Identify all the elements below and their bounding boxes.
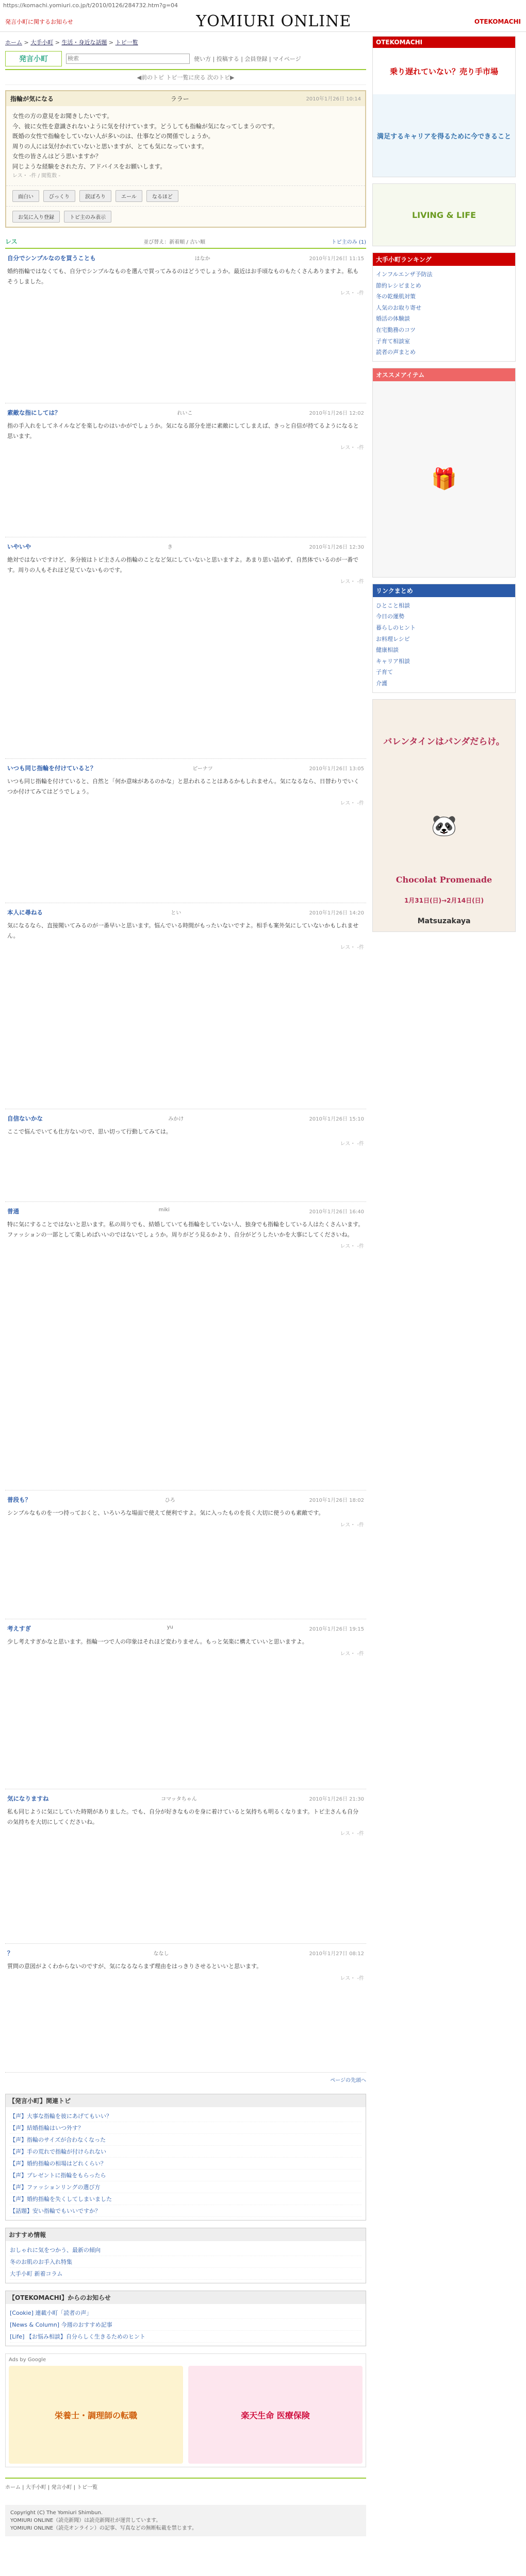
related-item[interactable]: 【声】婚約指輪の相場はどれくらい？	[10, 2158, 361, 2170]
topic-post	[5, 90, 366, 228]
response-title: 素敵な指にしては？	[7, 409, 61, 417]
link-item[interactable]: ひとこと相談	[376, 602, 410, 609]
response-footer: レス・ -件	[340, 1522, 364, 1528]
breadcrumb-item[interactable]: トピ一覧	[115, 39, 138, 46]
response-title: いつも同じ指輪を付けていると？	[7, 765, 96, 772]
response-item	[5, 249, 366, 403]
reaction-buttons	[6, 185, 365, 206]
response-title: 気になりますね	[7, 1795, 49, 1803]
response-author: ピーナツ	[192, 766, 213, 772]
response-item	[5, 1202, 366, 1490]
valentine-date: 1月31日(日)→2月14日(日)	[404, 897, 484, 904]
response-footer: レス・ -件	[340, 1141, 364, 1147]
response-body: 指の手入れをしてネイルなどを楽しむのはいかがでしょうか。気になる部分を逆に素敵にしてしまえば、きっと自信が持てるようになると思います。	[7, 422, 359, 439]
ranking-item[interactable]: 婚活の体験談	[376, 315, 410, 323]
response-body: 特に気にすることではないと思います。私の周りでも、結婚していても指輪をしていない人、独身でも指輪をしている人はたくさんいます。ファッションの一部として楽しめばいいのではないでしょうか。周りがどう見るかより、自分がどうしたいかを大事にしてくださいね。	[7, 1221, 364, 1238]
reaction-button[interactable]: エール	[116, 190, 142, 202]
response-date: 2010年1月26日 11:15	[309, 256, 364, 262]
response-date: 2010年1月26日 15:10	[309, 1116, 364, 1123]
response-date: 2010年1月26日 16:40	[309, 1209, 364, 1215]
response-author: とい	[171, 910, 182, 917]
response-body: 質問の意図がよくわからないのですが、気になるならまず理由をはっきりさせるといいと思います。	[7, 1963, 262, 1970]
otekomachi-ad[interactable]	[372, 36, 516, 177]
nav-links[interactable]: 使い方 | 投稿する | 会員登録 | マイページ	[194, 56, 301, 62]
response-item	[5, 903, 366, 1109]
response-body: 絶対ではないですけど、多分彼はトピ主さんの指輪のことなど気にしていないと思いますよ。あまり思い詰めず、自然体でいるのが一番です。周りの人もそれほど見ていないものです。	[7, 556, 359, 573]
links-box	[372, 584, 516, 693]
topic-actions	[6, 206, 365, 227]
link-item[interactable]: キャリア相談	[376, 657, 410, 665]
ads-label: Ads by Google	[9, 2357, 46, 2363]
footnote: YOMIURI ONLINE（読売オンライン）の記事、写真などの無断転載を禁じます。	[10, 2526, 197, 2532]
recommended-item[interactable]: 冬のお肌のお手入れ特集	[10, 2256, 361, 2268]
response-author: コマッタちゃん	[161, 1797, 197, 1803]
site-header	[0, 11, 526, 32]
osusume-box	[372, 368, 516, 578]
topic-header	[6, 91, 365, 106]
response-footer: レス・ -件	[340, 1831, 364, 1837]
response-footer: レス・ -件	[340, 290, 364, 296]
otekomachi-item[interactable]: [News & Column] 今週のおすすめ記事	[10, 2319, 361, 2331]
links-title: リンクまとめ	[373, 584, 515, 597]
breadcrumb-item[interactable]: 大手小町	[30, 39, 54, 46]
ad-banner[interactable]: 楽天生命 医療保険	[188, 2366, 363, 2464]
recommended-item[interactable]: おしゃれに気をつかう、最新の傾向	[10, 2244, 361, 2256]
response-item	[5, 537, 366, 759]
komachi-nav	[5, 48, 366, 70]
related-item[interactable]: 【声】大事な指輪を彼にあげてもいい？	[10, 2110, 361, 2122]
sidebar	[372, 36, 516, 2536]
topic-paragraph: 既婚の女性で指輪をしていない人が多いのは、仕事などの関係でしょうか。	[12, 132, 214, 140]
osusume-title: オススメアイテム	[373, 368, 515, 381]
reaction-button[interactable]: びっくり	[43, 190, 75, 202]
reaction-button[interactable]: 涙ぽろり	[79, 190, 111, 202]
response-title: ？	[7, 1950, 13, 1957]
responses-label: レス	[5, 238, 18, 246]
response-body: 気になるなら、直接聞いてみるのが一番早いと思います。悩んでいる時間がもったいないですよ。相手も案外気にしていないかもしれません。	[7, 922, 359, 939]
url-bar[interactable]: https://komachi.yomiuri.co.jp/t/2010/0126/284732.htm?g=04	[3, 2, 178, 9]
ranking-item[interactable]: 子育て相談室	[376, 337, 410, 345]
living-banner: LIVING & LIFE	[373, 184, 515, 246]
ranking-box	[372, 252, 516, 362]
matsuzakaya-logo: Matsuzakaya	[417, 917, 471, 925]
valentine-ad[interactable]	[372, 699, 516, 932]
ranking-item[interactable]: 節約レシピまとめ	[376, 282, 421, 289]
response-title: 普段も？	[7, 1496, 31, 1504]
response-footer: レス・ -件	[340, 1975, 364, 1981]
response-item	[5, 1109, 366, 1202]
topic-author[interactable]: ララー	[170, 95, 189, 103]
response-author: れいこ	[177, 411, 193, 417]
site-logo[interactable]: YOMIURI ONLINE	[196, 12, 352, 30]
recommended-item[interactable]: 大手小町 新着コラム	[10, 2268, 361, 2280]
link-item[interactable]: 今日の運勢	[376, 613, 404, 620]
response-title: 自分でシンプルなのを買うことも	[7, 255, 96, 262]
topic-paragraph: 周りの人には気付かれていないと思いますが、とても気になっています。	[12, 142, 208, 150]
response-author: みかけ	[168, 1116, 184, 1123]
response-footer: レス・ -件	[340, 1243, 364, 1249]
owner-only-link[interactable]: トピ主のみ (1)	[331, 240, 366, 246]
topic-paragraph: 同じような経験をされた方、アドバイスをお願いします。	[12, 162, 166, 170]
response-date: 2010年1月26日 12:02	[309, 411, 364, 417]
reaction-button[interactable]: 面白い	[12, 190, 39, 202]
related-item[interactable]: 【声】結婚指輪はいつ外す？	[10, 2122, 361, 2134]
search-input[interactable]	[66, 54, 190, 64]
reaction-button[interactable]: なるほど	[146, 190, 178, 202]
response-body: シンプルなものを一つ持っておくと、いろいろな場面で使えて便利ですよ。気に入ったものを長く大切に使うのも素敵です。	[7, 1510, 324, 1517]
otekomachi-title: 【OTEKOMACHI】からのお知らせ	[6, 2291, 366, 2304]
item-image[interactable]	[373, 381, 515, 577]
link-item[interactable]: 暮らしのヒント	[376, 624, 416, 631]
side-ad-title: OTEKOMACHI	[373, 37, 515, 48]
response-item	[5, 1789, 366, 1944]
response-footer: レス・ -件	[340, 800, 364, 806]
response-author: miki	[158, 1207, 170, 1213]
related-item[interactable]: 【声】婚約指輪を失くしてしまいました	[10, 2193, 361, 2205]
valentine-title: バレンタインはパンダだらけ。	[383, 737, 505, 747]
ranking-item[interactable]: 在宅勤務のコツ	[376, 326, 416, 333]
ranking-item[interactable]: 冬の乾燥肌対策	[376, 293, 416, 300]
response-item	[5, 1490, 366, 1619]
otekomachi-item[interactable]: [Cookie] 連載小町「読者の声」	[10, 2307, 361, 2319]
otekomachi-box	[5, 2291, 366, 2346]
gift-icon: 🎁	[431, 467, 457, 492]
main-column	[5, 36, 366, 2536]
topic-paragraph: 今、彼に女性を意識されないように気を付けています。どうしても指輪が気になってしまうのです。	[12, 122, 278, 130]
response-footer: レス・ -件	[340, 944, 364, 951]
responses-sort[interactable]: 並び替え：新着順 / 古い順	[143, 240, 206, 246]
responses-header	[5, 235, 366, 249]
topic-navigation[interactable]: ◀前のトピ トピ一覧に戻る 次のトピ▶	[5, 70, 366, 85]
related-item[interactable]: 【声】プレゼントに指輪をもらったら	[10, 2170, 361, 2181]
recommended-box	[5, 2228, 366, 2283]
response-author: はなか	[194, 256, 210, 262]
response-title: いやいや	[7, 543, 31, 551]
panda-icon: 🐼	[431, 814, 457, 838]
response-body: いつも同じ指輪を付けていると、自然と「何か意味があるのかな」と思われることはあるかもしれません。気になるなら、日替わりでいくつか付けてみてはどうでしょう。	[7, 778, 359, 795]
link-item[interactable]: 子育て	[376, 669, 393, 676]
response-author: ひろ	[165, 1498, 175, 1504]
response-title: 考えすぎ	[7, 1625, 31, 1633]
response-item	[5, 1619, 366, 1789]
valentine-sub: Chocolat Promenade	[396, 875, 492, 885]
response-item	[5, 759, 366, 903]
ad-banner[interactable]: 栄養士・調理師の転職	[9, 2366, 183, 2464]
footer-block	[5, 2505, 366, 2536]
response-body: 少し考えすぎかなと思います。指輪一つで人の印象はそれほど変わりません。もっと気楽に構えていいと思いますよ。	[7, 1638, 308, 1646]
response-title: 本人に尋ねる	[7, 909, 43, 917]
response-body: ここで悩んでいても仕方ないので、思い切って行動してみては。	[7, 1128, 172, 1136]
link-item[interactable]: 健康相談	[376, 647, 399, 654]
company-note: YOMIURI ONLINE（読売新聞）は読売新聞社が運営しています。	[10, 2518, 161, 2524]
career-banner-sub: 満足するキャリアを得るために今できること	[373, 94, 515, 177]
topic-paragraph: 女性の方の意見をお聞きしたいです。	[12, 112, 113, 120]
topic-body	[6, 106, 365, 185]
response-date: 2010年1月27日 08:12	[309, 1951, 364, 1957]
response-author: ななし	[153, 1951, 169, 1957]
response-date: 2010年1月26日 19:15	[309, 1626, 364, 1633]
living-box[interactable]	[372, 183, 516, 246]
google-ads	[5, 2353, 366, 2467]
response-title: 普通	[7, 1208, 19, 1215]
response-footer: レス・ -件	[340, 579, 364, 585]
related-item[interactable]: 【話題】安い指輪でもいいですか？	[10, 2205, 361, 2217]
footer-links[interactable]: ホーム | 大手小町 | 発言小町 | トピ一覧	[5, 2478, 366, 2495]
response-date: 2010年1月26日 12:30	[309, 545, 364, 551]
link-item[interactable]: 介護	[376, 680, 387, 687]
response-date: 2010年1月26日 14:20	[309, 910, 364, 917]
response-date: 2010年1月26日 13:05	[309, 766, 364, 772]
ranking-item[interactable]: インフルエンザ予防法	[376, 271, 433, 278]
komachi-logo[interactable]: 発言小町	[5, 51, 62, 66]
response-date: 2010年1月26日 18:02	[309, 1498, 364, 1504]
topic-title: 指輪が気になる	[10, 95, 54, 103]
related-item[interactable]: 【声】ファッションリングの選び方	[10, 2181, 361, 2193]
otekomachi-item[interactable]: [Life] 【お悩み相談】自分らしく生きるためのヒント	[10, 2331, 361, 2343]
response-item	[5, 1944, 366, 2073]
response-item	[5, 403, 366, 537]
favorite-button[interactable]: お気に入り登録	[12, 211, 60, 223]
related-topics	[5, 2094, 366, 2221]
ranking-item[interactable]: 読者の声まとめ	[376, 349, 416, 356]
career-banner-heading: 乗り遅れていない？売り手市場	[373, 48, 515, 94]
topic-date: 2010年1月26日 10:14	[306, 96, 361, 102]
topic-meta: レス・ -件 / 閲覧数 -	[12, 173, 61, 179]
response-footer: レス・ -件	[340, 1651, 364, 1657]
ranking-item[interactable]: 人気のお取り寄せ	[376, 304, 421, 311]
related-title: 【発言小町】関連トピ	[6, 2094, 366, 2107]
related-item[interactable]: 【声】指輪のサイズが合わなくなった	[10, 2134, 361, 2146]
breadcrumb: ホーム > 大手小町 > 生活・身近な話題 > トピ一覧	[5, 39, 138, 46]
response-date: 2010年1月26日 21:30	[309, 1797, 364, 1803]
breadcrumb-item[interactable]: ホーム	[5, 39, 22, 46]
response-title: 自信ないかな	[7, 1115, 43, 1123]
recommended-title: おすすめ情報	[6, 2228, 366, 2241]
response-footer: レス・ -件	[340, 445, 364, 451]
copyright: Copyright (C) The Yomiuri Shimbun.	[10, 2510, 103, 2516]
topic-paragraph: 女性の皆さんはどう思いますか？	[12, 152, 102, 160]
response-body: 婚約指輪ではなくても、自分でシンプルなものを選んで買ってみるのはどうでしょうか。最近はお手頃なものもたくさんありますよ。私もそうしました。	[7, 268, 359, 285]
notice-link[interactable]: 発言小町に関するお知らせ	[5, 18, 73, 25]
response-body: 私も同じように気にしていた時期がありました。でも、自分が好きなものを身に着けていると気持ちも明るくなります。トピ主さんも自分の気持ちを大切にしてくださいね。	[7, 1808, 359, 1825]
page-top-link[interactable]: ページの先頭へ	[330, 2078, 366, 2084]
otekomachi-logo[interactable]: OTEKOMACHI	[474, 18, 521, 25]
owner-only-button[interactable]: トピ主のみ表示	[64, 211, 111, 223]
response-author: yu	[167, 1624, 173, 1631]
ranking-title: 大手小町ランキング	[373, 253, 515, 266]
related-item[interactable]: 【声】手の荒れで指輪が付けられない	[10, 2146, 361, 2158]
response-author: き	[167, 545, 173, 551]
link-item[interactable]: お料理レシピ	[376, 635, 410, 642]
breadcrumb-item[interactable]: 生活・身近な話題	[61, 39, 107, 46]
